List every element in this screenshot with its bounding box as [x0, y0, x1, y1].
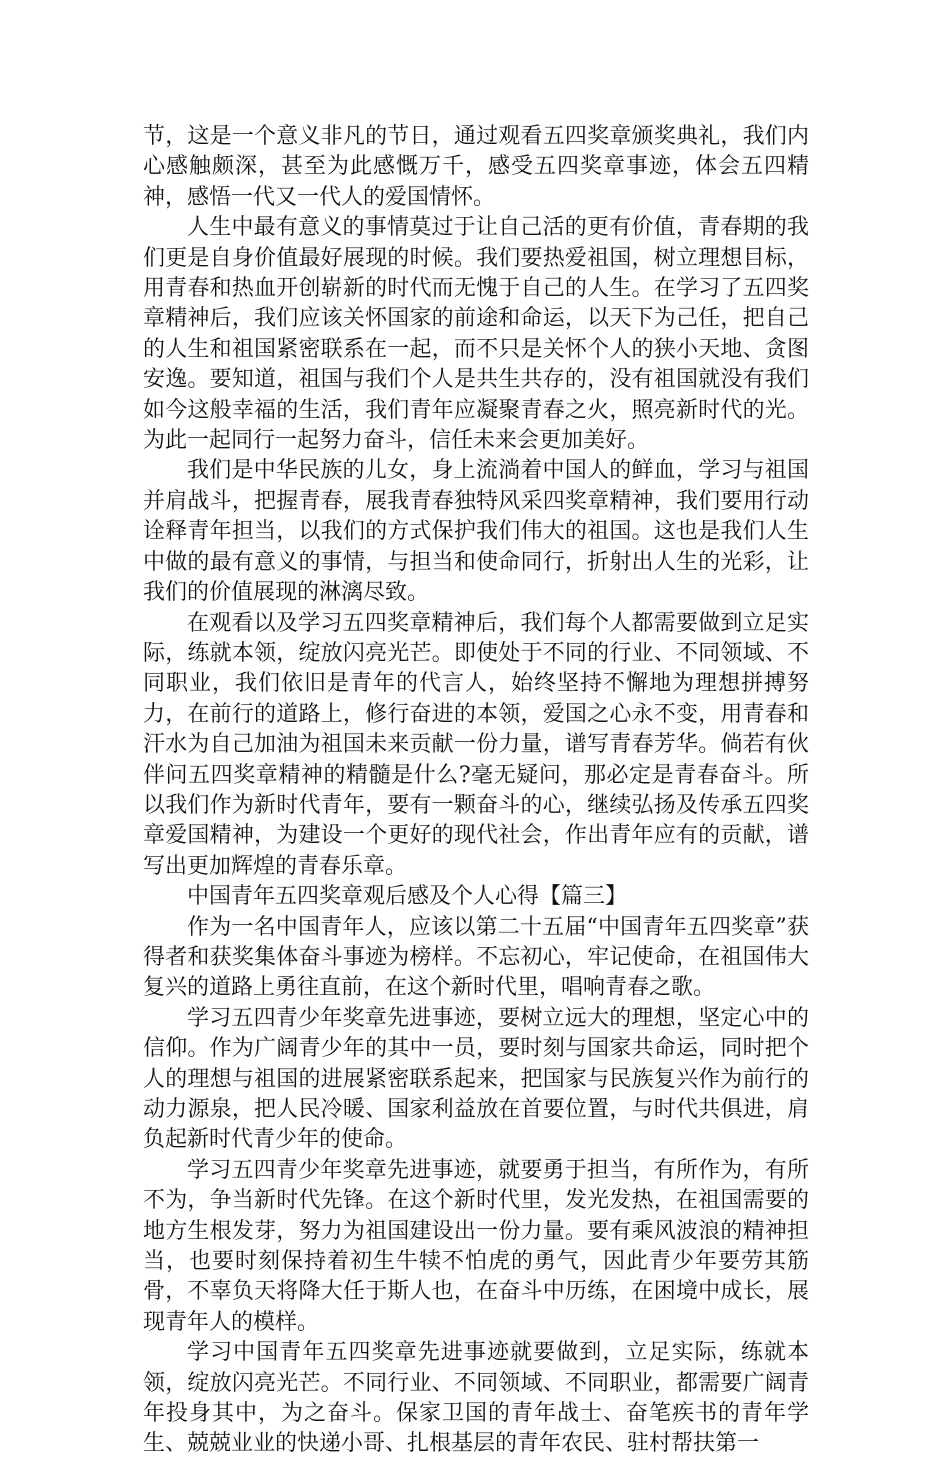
- section-heading: 中国青年五四奖章观后感及个人心得【篇三】: [187, 884, 628, 910]
- paragraph: 学习中国青年五四奖章先进事迹就要做到，立足实际，练就本领，绽放闪亮光芒。不同行业、不同领域、不同职业，都需要广阔青年投身其中，为之奋斗。保家卫国的青年战士、奋笔疾书的青年学生、兢兢业业的快递小哥、扎根基层的青年农民、驻村帮扶第一: [143, 1340, 809, 1457]
- paragraph: 人生中最有意义的事情莫过于让自己活的更有价值，青春期的我们更是自身价值最好展现的时候。我们要热爱祖国，树立理想目标，用青春和热血开创崭新的时代而无愧于自己的人生。在学习了五四奖章精神后，我们应该关怀国家的前途和命运，以天下为己任，把自己的人生和祖国紧密联系在一起，而不只是关怀个人的狭小天地、贪图安逸。要知道，祖国与我们个人是共生共存的，没有祖国就没有我们如今这般幸福的生活，我们青年应凝聚青春之火，照亮新时代的光。为此一起同行一起努力奋斗，信任未来会更加美好。: [143, 215, 809, 454]
- paragraph: 我们是中华民族的儿女，身上流淌着中国人的鲜血，学习与祖国并肩战斗，把握青春，展我青春独特风采四奖章精神，我们要用行动诠释青年担当，以我们的方式保护我们伟大的祖国。这也是我们人生中做的最有意义的事情，与担当和使命同行，折射出人生的光彩，让我们的价值展现的淋漓尽致。: [143, 458, 809, 606]
- paragraph: 节，这是一个意义非凡的节日，通过观看五四奖章颁奖典礼，我们内心感触颇深，甚至为此感慨万千，感受五四奖章事迹，体会五四精神，感悟一代又一代人的爱国情怀。: [143, 124, 809, 210]
- paragraph: 学习五四青少年奖章先进事迹，就要勇于担当，有所作为，有所不为，争当新时代先锋。在这个新时代里，发光发热，在祖国需要的地方生根发芽，努力为祖国建设出一份力量。要有乘风波浪的精神担当，也要时刻保持着初生牛犊不怕虎的勇气，因此青少年要劳其筋骨，不辜负天将降大任于斯人也，在奋斗中历练，在困境中成长，展现青年人的模样。: [143, 1157, 809, 1335]
- paragraph: 学习五四青少年奖章先进事迹，要树立远大的理想，坚定心中的信仰。作为广阔青少年的其中一员，要时刻与国家共命运，同时把个人的理想与祖国的进展紧密联系起来，把国家与民族复兴作为前行的动力源泉，把人民冷暖、国家利益放在首要位置，与时代共俱进，肩负起新时代青少年的使命。: [143, 1005, 809, 1153]
- paragraph: 作为一名中国青年人，应该以第二十五届“中国青年五四奖章”获得者和获奖集体奋斗事迹为榜样。不忘初心，牢记使命，在祖国伟大复兴的道路上勇往直前，在这个新时代里，唱响青春之歌。: [143, 914, 809, 1001]
- paragraph: 在观看以及学习五四奖章精神后，我们每个人都需要做到立足实际，练就本领，绽放闪亮光芒。即使处于不同的行业、不同领域、不同职业，我们依旧是青年的代言人，始终坚持不懈地为理想拼搏努力，在前行的道路上，修行奋进的本领，爱国之心永不变，用青春和汗水为自己加油为祖国未来贡献一份力量，谱写青春芳华。倘若有伙伴问五四奖章精神的精髓是什么?毫无疑问，那必定是青春奋斗。所以我们作为新时代青年，要有一颗奋斗的心，继续弘扬及传承五四奖章爱国精神，为建设一个更好的现代社会，作出青年应有的贡献，谱写出更加辉煌的青春乐章。: [143, 610, 809, 879]
- document-body: [143, 122, 809, 1460]
